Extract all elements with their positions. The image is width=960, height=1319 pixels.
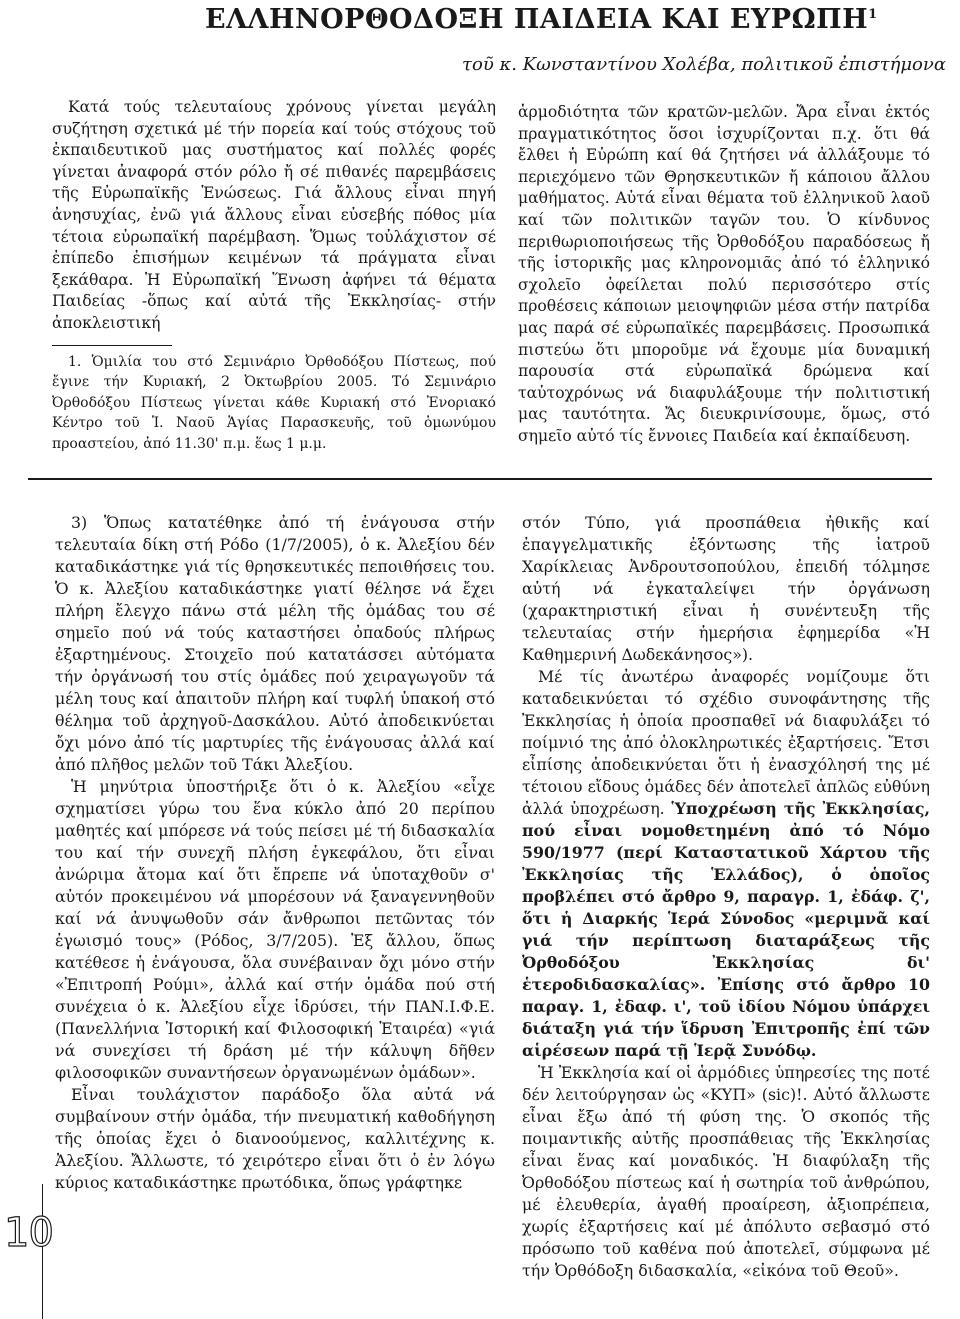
body-paragraph: στόν Τύπο, γιά προσπάθεια ἠθικῆς καί ἐπαγγελματικῆς ἐξόντωσης τῆς ἰατροῦ Χαρίκλειας Ἀνδρουτσοπούλου, ἐπειδή τόλμησε αὐτή νά ἐγκαταλείψει τήν ὀργάνωση (χαρακτηριστική εἶναι ἡ συνέντευξη τῆς τελευταίας στήν ἡμερήσια ἐφημερίδα «Ἡ Καθημερινή Δωδεκάνησος»). <box>522 513 930 664</box>
body-paragraph <box>522 666 930 1062</box>
footnote-divider <box>52 345 172 346</box>
bottom-right-column <box>522 512 930 1282</box>
top-right-column <box>518 102 930 448</box>
page-number: 10 <box>4 1210 53 1256</box>
bottom-left-column <box>55 512 495 1194</box>
body-text: Μέ τίς ἀνωτέρω ἀναφορές νομίζουμε ὅτι καταδεικνύεται τό σχέδιο συνοφάντησης τῆς Ἐκκλησίας ἡ ὁποία προσπαθεῖ νά διαφυλάξει τό ποίμνιό της ἀπό ὁλοκληρωτικές ἐξαρτήσεις. Ἔτσι εἶπίσης ἀποδεικνύεται ὅτι ἡ ἐνασχόλησή της μέ τέτοιου εἴδους ὁμάδες δέν ἀποτελεῖ ἁπλῶς εὐθύνη ἀλλά ὑποχρέωση. <box>522 667 930 818</box>
article-author: τοῦ κ. Κωνσταντίνου Χολέβα, πολιτικοῦ ἐπιστήμονα <box>462 54 946 75</box>
body-paragraph: Ἡ μηνύτρια ὑποστήριξε ὅτι ὁ κ. Ἀλεξίου «εἶχε σχηματίσει γύρω του ἕνα κύκλο ἀπό 20 περίπου μαθητές καί μπόρεσε νά τούς πείσει μέ τή διδασκαλία του καί τήν συνεχῆ πλήση ἐγκεφάλου, ὅτι εἶναι ἀνώριμα ἄτομα καί ὅτι ἔπρεπε νά ὑποταχθοῦν σ' αὐτόν προκειμένου νά μπορέσουν νά ξαναγεννηθοῦν καί νά ἀνυψωθοῦν σάν ἄνθρωποι πετῶντας τόν ἐγωισμό τους» (Ρόδος, 3/7/205). Ἐξ ἄλλου, ὅπως κατέθεσε ἡ ἐνάγουσα, ὅλα συνέβαιναν ὄχι μόνο στήν «Ἐπιτροπή Ρούμι», ἀλλά καί στήν ὁμάδα πού στή συνέχεια ὁ κ. Ἀλεξίου εἶχε ἱδρύσει, τήν ΠΑΝ.Ι.Φ.Ε. (Πανελλήνια Ἱστορική καί Φιλοσοφική Ἑταιρέα) «γιά νά συνεχίσει τή δράση μέ τήν κάλυψη δῆθεν φιλοσοφικῶν συναντήσεων ὀργανωμένων ὁμάδων». <box>55 777 495 1082</box>
footnote <box>52 352 496 455</box>
top-left-column <box>52 97 496 454</box>
title-footnote-ref: 1 <box>868 7 878 22</box>
section-divider <box>28 478 932 480</box>
body-paragraph: ἁρμοδιότητα τῶν κρατῶν-μελῶν. Ἄρα εἶναι ἐκτός πραγματικότητος ὅσοι ἰσχυρίζονται π.χ. ὅτι θά ἔλθει ἡ Εὐρώπη καί θά ζητήσει νά ἀλλάξουμε τό περιεχόμενο τῶν Θρησκευτικῶν ἤ κάποιου ἄλλου μαθήματος. Αὐτά εἶναι θέματα τοῦ ἑλληνικοῦ λαοῦ καί τῶν πολιτικῶν ταγῶν του. Ὁ κίνδυνος περιθωριοποιήσεως τῆς Ὀρθοδόξου παραδόσεως ἤ τῆς ἱστορικῆς μας κληρονομιᾶς ἀπό τό ἑλληνικό σχολεῖο ὀφείλεται πολύ περισσότερο στίς προθέσεις κάποιων μειοψηφιῶν μέσα στήν πατρίδα μας παρά σέ εὐρωπαϊκές παρεμβάσεις. Προσωπικά πιστεύω ὅτι μποροῦμε νά ἔχουμε μία δυναμική παρουσία στά εὐρωπαϊκά δρώμενα καί ταὐτοχρόνως νά διαφυλάξουμε τήν πολιτιστική μας ταυτότητα. Ἄς διευκρινίσουμε, ὅμως, στό σημεῖο αὐτό τίς ἔννοιες Παιδεία καί ἐκπαίδευση. <box>518 103 930 445</box>
body-paragraph: Εἶναι τουλάχιστον παράδοξο ὅλα αὐτά νά συμβαίνουν στήν ὁμάδα, τήν πνευματική καθοδήγηση τῆς ὁποίας ἔχει ὁ διανοούμενος, καλλιτέχνης κ. Ἀλεξίου. Ἄλλωστε, τό χειρότερο εἶναι ὅτι ὁ ἐν λόγω κύριος καταδικάστηκε πρωτόδικα, ὅπως γράφτηκε <box>55 1085 495 1192</box>
body-paragraph: 3) Ὅπως κατατέθηκε ἀπό τή ἐνάγουσα στήν τελευταία δίκη στή Ρόδο (1/7/2005), ὁ κ. Ἀλεξίου δέν καταδικάστηκε γιά τίς θρησκευτικές πεποιθήσεις του. Ὁ κ. Ἀλεξίου καταδικάστηκε γιατί θέλησε νά ἔχει πλήρη ἔλεγχο πάνω στά μέλη τῆς ὁμάδας του σέ σημεῖο πού νά τούς καταστήσει ὀπαδούς πλήρως ἐξαρτημένους. Στοιχεῖο πού κατατάσσει αὐτόματα τήν ὀργάνωσή του στίς ὁμάδες πού χειραγωγοῦν τά μέλη τους καί ἀπαιτοῦν πλήρη καί τυφλή ὑπακοή στό θέλημα τοῦ ἀρχηγοῦ-Δασκάλου. Αὐτό ἀποδεικνύεται ὄχι μόνο ἀπό τίς μαρτυρίες τῆς ἐνάγουσας ἀλλά καί ἀπό πλῆθος μελῶν τοῦ Τάκι Ἀλεξίου. <box>55 513 495 774</box>
body-paragraph: Κατά τούς τελευταίους χρόνους γίνεται μεγάλη συζήτηση σχετικά μέ τήν πορεία καί τούς στόχους τοῦ ἐκπαιδευτικοῦ μας συστήματος καί πολλές φορές γίνεται ἀναφορά στόν ρόλο ἤ σέ πιθανές παρεμβάσεις τῆς Εὐρωπαϊκῆς Ἑνώσεως. Γιά ἄλλους εἶναι πηγή ἀνησυχίας, ἐνῶ γιά ἄλλους εἶναι εὐσεβής πόθος μία τέτοια εὐρωπαϊκή παρέμβαση. Ὅμως τοὐλάχιστον σέ ἐπίπεδο ἐπισήμων κειμένων τά πράγματα εἶναι ξεκάθαρα. Ἡ Εὐρωπαϊκή Ἕνωση ἀφήνει τά θέματα Παιδείας -ὅπως καί αὐτά τῆς Ἐκκλησίας- στήν ἀποκλειστική <box>52 98 496 332</box>
body-paragraph: Ἡ Ἐκκλησία καί οἱ ἁρμόδιες ὑπηρεσίες της ποτέ δέν λειτούργησαν ὡς «ΚΥΠ» (sic)!. Αὐτό ἄλλωστε εἶναι ἔξω ἀπό τή φύση της. Ὁ σκοπός τῆς ποιμαντικῆς αὐτῆς προσπάθειας τῆς Ἐκκλησίας εἶναι ἕνας καί μοναδικός. Ἡ διαφύλαξη τῆς Ὀρθοδόξου πίστεως καί ἡ σωτηρία τοῦ ἀνθρώπου, μέ ἐλευθερία, ἀγαθή προαίρεση, ἀξιοπρέπεια, χωρίς ἐξαρτήσεις καί μέ ἀπόλυτο σεβασμό στό πρόσωπο τοῦ καθένα πού ἀποτελεῖ, σύμφωνα μέ τήν Ὀρθόδοξη διδασκαλία, «εἰκόνα τοῦ Θεοῦ». <box>522 1063 930 1280</box>
emphasized-text: Ὑποχρέωση τῆς Ἐκκλησίας, πού εἶναι νομοθετημένη ἀπό τό Νόμο 590/1977 (περί Καταστατικοῦ Χάρτου τῆς Ἐκκλησίας τῆς Ἑλλάδος), ὁ ὁποῖος προβλέπει στό ἄρθρο 9, παραγρ. 1, ἐδάφ. ζ', ὅτι ἡ Διαρκής Ἱερά Σύνοδος «μεριμνᾶ καί γιά τήν περίπτωση διαταράξεως τῆς Ὀρθοδόξου Ἐκκλησίας δι' ἑτεροδιδασκαλίας». Ἐπίσης στό ἄρθρο 10 παραγ. 1, ἐδαφ. ι', τοῦ ἰδίου Νόμου ὑπάρχει διάταξη γιά τήν ἵδρυση Ἐπιτροπῆς ἐπί τῶν αἱρέσεων παρά τῇ Ἱερᾷ Συνόδῳ. <box>522 799 930 1060</box>
article-title: ΕΛΛΗΝΟΡΘΟΔΟΞΗ ΠΑΙΔΕΙΑ ΚΑΙ ΕΥΡΩΠΗ$^1$ <box>205 4 878 35</box>
footnote-text: 1. Ὁμιλία του στό Σεμινάριο Ὀρθοδόξου Πίστεως, πού ἔγινε τήν Κυριακή, 2 Ὀκτωβρίου 2005. Τό Σεμινάριο Ὀρθοδόξου Πίστεως γίνεται κάθε Κυριακή στό Ἐνοριακό Κέντρο τοῦ Ἱ. Ναοῦ Ἁγίας Παρασκευῆς, τοῦ ὁμωνύμου προαστείου, ἀπό 11.30' π.μ. ἕως 1 μ.μ. <box>52 353 496 452</box>
